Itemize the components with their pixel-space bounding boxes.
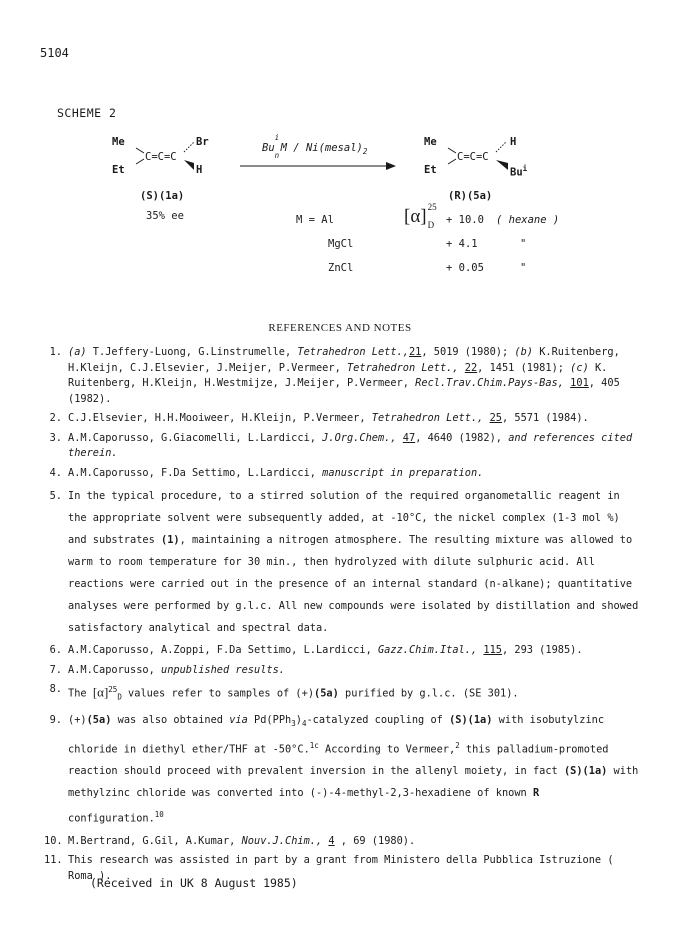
- row-metal-3: ZnCl: [328, 262, 354, 274]
- reference-2: 2. C.J.Elsevier, H.H.Mooiweer, H.Kleijn, P.Vermeer, Tetrahedron Lett., 25, 5571 (1984).: [49, 412, 589, 424]
- row-solvent-1: ( hexane ): [496, 214, 560, 226]
- reaction-arrow: [240, 160, 398, 172]
- reactant-allene: C=C=C: [145, 151, 177, 163]
- row-value-3: + 0.05: [446, 262, 484, 274]
- product-bu: Bu$^i$: [510, 164, 528, 179]
- reference-7: 7. A.M.Caporusso, unpublished results.: [49, 663, 285, 676]
- references-list: [44, 345, 640, 888]
- reference-1: 1. (a) T.Jeffery-Luong, G.Linstrumelle, Tetrahedron Lett.,21, 5019 (1980); (b) K.Ruitenberg, H.Kleijn, C.J.Elsevier, J.Meijer, P.Vermeer, Tetrahedron Lett., 22, 1451 (1981); (c) K. Ruitenberg, H.Kleijn, H.Westmijze, J.Meijer, P.Vermeer, Recl.Trav.Chim.Pays-Bas, 101, 405 (1982).: [49, 346, 620, 405]
- product-allene: C=C=C: [457, 151, 489, 163]
- row-value-2: + 4.1: [446, 238, 478, 250]
- reference-8: 8. The $[\alpha]^{25}_D$ values refer to samples of (+)(5a) purified by g.l.c. (SE 301).: [49, 683, 519, 702]
- reagent-label: Bu i n M / $Ni(mesal)_2$: [262, 133, 368, 160]
- product-bonds: [440, 138, 520, 178]
- reactant-ee: 35% ee: [146, 210, 184, 222]
- references-title: REFERENCES AND NOTES: [268, 322, 412, 334]
- reference-5: 5. In the typical procedure, to a stirred solution of the required organometallic reagent in the appropriate solvent were subsequently added, at -10°C, the nickel complex (1-3 mol %) and substrates (1), maintaining a nitrogen atmosphere. The resulting mixture was allowed to warm to room temperature for 30 min., then hydrolyzed with dilute sulphuric acid. All reactions were carried out in the presence of an internal standard (n-alkane); quantitative analyses were performed by g.l.c. All new compounds were isolated by distillation and showed satisfactory analytical and spectral data.: [49, 490, 639, 634]
- reference-4: 4. A.M.Caporusso, F.Da Settimo, L.Lardicci, manuscript in preparation.: [49, 466, 484, 479]
- product-h: H: [510, 136, 517, 148]
- reference-3: 3. A.M.Caporusso, G.Giacomelli, L.Lardicci, J.Org.Chem., 47, 4640 (1982), and references cited therein.: [49, 431, 633, 459]
- row-solvent-3: ": [520, 262, 527, 274]
- product-name: (R)(5a): [448, 190, 493, 202]
- reactant-h: H: [196, 164, 203, 176]
- row-metal-2: MgCl: [328, 238, 354, 250]
- reactant-et: Et: [112, 164, 125, 176]
- scheme-label: SCHEME 2: [57, 106, 117, 120]
- reference-11: 11. This research was assisted in part by a grant from Ministero della Pubblica Istruzione ( Roma ).: [44, 854, 614, 882]
- product-me: Me: [424, 136, 437, 148]
- row-value-1: + 10.0: [446, 214, 484, 226]
- received-date: (Received in UK 8 August 1985): [90, 876, 298, 890]
- row-metal-1: M = Al: [296, 214, 334, 226]
- reactant-br: Br: [196, 136, 209, 148]
- reference-10: 10. M.Bertrand, G.Gil, A.Kumar, Nouv.J.Chim., 4 , 69 (1980).: [44, 834, 416, 847]
- alpha-symbol: [α] 25 D: [404, 202, 437, 230]
- reference-6: 6. A.M.Caporusso, A.Zoppi, F.Da Settimo, L.Lardicci, Gazz.Chim.Ital., 115, 293 (1985).: [49, 644, 583, 656]
- reactant-name: (S)(1a): [140, 190, 185, 202]
- reactant-bonds: [128, 138, 208, 178]
- row-solvent-2: ": [520, 238, 527, 250]
- page-number: 5104: [40, 46, 69, 60]
- product-et: Et: [424, 164, 437, 176]
- reference-9: 9. (+)(5a) was also obtained via $Pd(PPh_3)_4$-catalyzed coupling of (S)(1a) with isobutylzinc chloride in diethyl ether/THF at -50°C.$^{1c}$ According to Vermeer,$^2$ this palladium-promoted reaction should proceed with prevalent inversion in the allenyl moiety, in fact (S)(1a) with methylzinc chloride was converted into (-)-4-methyl-2,3-hexadiene of known R configuration.$^{10}$: [49, 713, 639, 825]
- reactant-me: Me: [112, 136, 125, 148]
